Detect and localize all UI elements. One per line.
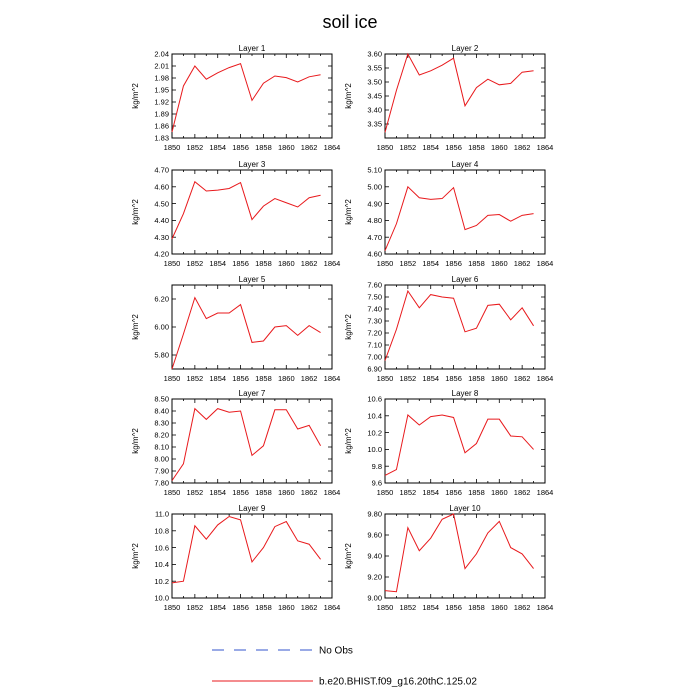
x-tick-label: 1856	[445, 143, 462, 152]
y-axis-label: kg/m^2	[344, 83, 353, 109]
x-tick-label: 1864	[323, 488, 341, 497]
x-tick-label: 1852	[186, 488, 204, 497]
x-tick-label: 1852	[399, 259, 417, 268]
y-tick-label: 8.20	[154, 430, 169, 440]
legend-label: No Obs	[319, 645, 353, 657]
plot-frame	[385, 285, 545, 369]
y-tick-label: 4.40	[154, 216, 169, 226]
y-tick-label: 9.8	[371, 461, 382, 471]
y-tick-label: 5.10	[367, 165, 382, 175]
x-tick-label: 1860	[490, 603, 508, 612]
x-tick-label: 1858	[255, 488, 272, 497]
panel-layer-7	[131, 389, 340, 497]
y-tick-label: 7.10	[367, 340, 382, 350]
y-tick-label: 10.0	[154, 593, 169, 603]
x-tick-label: 1860	[490, 488, 508, 497]
plot-frame	[385, 54, 545, 138]
y-tick-label: 10.2	[154, 576, 169, 586]
x-tick-label: 1854	[422, 603, 440, 612]
x-tick-label: 1862	[300, 488, 318, 497]
plot-frame	[385, 399, 545, 483]
y-tick-label: 4.70	[154, 165, 169, 175]
legend-label: b.e20.BHIST.f09_g16.20thC.125.02	[319, 676, 477, 688]
panel-title: Layer 2	[451, 44, 479, 53]
x-tick-label: 1860	[277, 259, 295, 268]
series-line	[385, 54, 534, 132]
y-tick-label: 7.30	[367, 316, 382, 326]
y-tick-label: 4.60	[367, 249, 382, 259]
x-tick-label: 1854	[209, 259, 227, 268]
y-tick-label: 10.0	[367, 445, 382, 455]
x-tick-label: 1850	[163, 259, 181, 268]
x-tick-label: 1858	[468, 488, 485, 497]
x-tick-label: 1856	[445, 259, 462, 268]
y-tick-label: 1.98	[154, 73, 169, 83]
y-tick-label: 10.2	[367, 428, 382, 438]
panel-title: Layer 3	[238, 160, 266, 169]
panel-layer-5	[131, 275, 340, 383]
y-tick-label: 4.30	[154, 232, 169, 242]
panel-layer-9	[131, 504, 340, 612]
y-tick-label: 4.50	[154, 199, 169, 209]
series-line	[385, 291, 534, 361]
x-tick-label: 1856	[232, 374, 249, 383]
x-tick-label: 1852	[186, 603, 204, 612]
panel-title: Layer 7	[238, 389, 266, 398]
y-tick-label: 10.4	[367, 411, 382, 421]
x-tick-label: 1852	[399, 603, 417, 612]
x-tick-label: 1862	[300, 143, 318, 152]
y-tick-label: 3.35	[367, 119, 382, 129]
x-tick-label: 1864	[536, 374, 554, 383]
x-tick-label: 1852	[399, 374, 417, 383]
plot-frame	[385, 170, 545, 254]
y-tick-label: 3.60	[367, 49, 382, 59]
x-tick-label: 1858	[255, 143, 272, 152]
x-tick-label: 1864	[323, 259, 341, 268]
x-tick-label: 1862	[513, 259, 531, 268]
y-tick-label: 1.86	[154, 121, 169, 131]
y-tick-label: 4.70	[367, 232, 382, 242]
x-tick-label: 1852	[399, 143, 417, 152]
x-tick-label: 1852	[186, 374, 204, 383]
x-tick-label: 1850	[376, 143, 394, 152]
legend	[212, 646, 477, 688]
x-tick-label: 1852	[399, 488, 417, 497]
x-tick-label: 1862	[513, 374, 531, 383]
x-tick-label: 1858	[255, 259, 272, 268]
y-axis-label: kg/m^2	[131, 314, 140, 340]
y-tick-label: 3.50	[367, 77, 382, 87]
x-tick-label: 1860	[490, 143, 508, 152]
y-tick-label: 2.01	[154, 61, 169, 71]
x-tick-label: 1864	[323, 374, 341, 383]
x-tick-label: 1854	[209, 143, 227, 152]
y-axis-label: kg/m^2	[344, 314, 353, 340]
y-tick-label: 8.50	[154, 394, 169, 404]
panel-layer-8	[344, 389, 553, 497]
y-tick-label: 4.60	[154, 182, 169, 192]
y-axis-label: kg/m^2	[131, 83, 140, 109]
y-axis-label: kg/m^2	[344, 543, 353, 569]
series-line	[172, 298, 321, 369]
x-tick-label: 1854	[422, 374, 440, 383]
y-tick-label: 10.8	[154, 526, 169, 536]
series-line	[172, 64, 321, 132]
panel-title: Layer 9	[238, 504, 266, 513]
panel-layer-4	[344, 160, 553, 268]
y-tick-label: 9.80	[367, 509, 382, 519]
y-tick-label: 9.00	[367, 593, 382, 603]
panel-title: Layer 1	[238, 44, 266, 53]
x-tick-label: 1854	[422, 488, 440, 497]
x-tick-label: 1854	[422, 259, 440, 268]
x-tick-label: 1850	[376, 603, 394, 612]
x-tick-label: 1860	[277, 603, 295, 612]
y-tick-label: 10.6	[154, 543, 169, 553]
y-tick-label: 8.30	[154, 418, 169, 428]
y-axis-label: kg/m^2	[344, 199, 353, 225]
y-tick-label: 8.40	[154, 406, 169, 416]
x-tick-label: 1852	[186, 259, 204, 268]
x-tick-label: 1854	[209, 374, 227, 383]
y-tick-label: 1.92	[154, 97, 169, 107]
y-tick-label: 4.20	[154, 249, 169, 259]
y-tick-label: 7.50	[367, 292, 382, 302]
panel-layer-10	[344, 504, 553, 612]
x-tick-label: 1860	[277, 374, 295, 383]
x-tick-label: 1854	[209, 603, 227, 612]
x-tick-label: 1864	[323, 143, 341, 152]
y-tick-label: 9.20	[367, 572, 382, 582]
panel-title: Layer 4	[451, 160, 479, 169]
x-tick-label: 1862	[300, 259, 318, 268]
y-tick-label: 9.60	[367, 530, 382, 540]
x-tick-label: 1862	[300, 374, 318, 383]
panel-title: Layer 10	[449, 504, 481, 513]
x-tick-label: 1864	[536, 488, 554, 497]
y-tick-label: 1.95	[154, 85, 169, 95]
panel-layer-6	[344, 275, 553, 383]
y-tick-label: 1.83	[154, 133, 169, 143]
y-tick-label: 6.00	[154, 322, 169, 332]
x-tick-label: 1850	[376, 374, 394, 383]
y-tick-label: 3.45	[367, 91, 382, 101]
x-tick-label: 1860	[277, 143, 295, 152]
y-axis-label: kg/m^2	[131, 543, 140, 569]
legend-entry	[212, 646, 353, 657]
x-tick-label: 1858	[468, 374, 485, 383]
legend-entry	[212, 677, 477, 688]
y-tick-label: 3.55	[367, 63, 382, 73]
y-tick-label: 11.0	[154, 509, 169, 519]
y-tick-label: 10.4	[154, 560, 169, 570]
x-tick-label: 1856	[232, 488, 249, 497]
y-tick-label: 5.00	[367, 182, 382, 192]
y-tick-label: 4.80	[367, 216, 382, 226]
y-tick-label: 6.20	[154, 294, 169, 304]
series-line	[172, 517, 321, 583]
panel-layer-3	[131, 160, 340, 268]
x-tick-label: 1858	[468, 143, 485, 152]
series-line	[385, 514, 534, 592]
y-tick-label: 6.90	[367, 364, 382, 374]
x-tick-label: 1864	[323, 603, 341, 612]
y-axis-label: kg/m^2	[131, 199, 140, 225]
y-axis-label: kg/m^2	[344, 428, 353, 454]
x-tick-label: 1864	[536, 603, 554, 612]
x-tick-label: 1860	[490, 374, 508, 383]
x-tick-label: 1856	[445, 603, 462, 612]
x-tick-label: 1862	[513, 603, 531, 612]
x-tick-label: 1856	[232, 603, 249, 612]
x-tick-label: 1860	[277, 488, 295, 497]
x-tick-label: 1858	[468, 259, 485, 268]
x-tick-label: 1850	[163, 488, 181, 497]
y-tick-label: 2.04	[154, 49, 169, 59]
y-tick-label: 4.90	[367, 199, 382, 209]
x-tick-label: 1858	[255, 603, 272, 612]
y-tick-label: 7.80	[154, 478, 169, 488]
x-tick-label: 1856	[445, 488, 462, 497]
x-tick-label: 1856	[232, 259, 249, 268]
y-tick-label: 9.6	[371, 478, 382, 488]
y-tick-label: 7.20	[367, 328, 382, 338]
panel-layer-1	[131, 44, 340, 152]
y-tick-label: 8.10	[154, 442, 169, 452]
x-tick-label: 1854	[209, 488, 227, 497]
x-tick-label: 1856	[445, 374, 462, 383]
x-tick-label: 1852	[186, 143, 204, 152]
series-line	[385, 415, 534, 475]
figure-title: soil ice	[322, 12, 378, 32]
panel-title: Layer 8	[451, 389, 479, 398]
panel-title: Layer 5	[238, 275, 266, 284]
y-tick-label: 7.60	[367, 280, 382, 290]
plot-frame	[172, 399, 332, 483]
x-tick-label: 1850	[163, 374, 181, 383]
x-tick-label: 1862	[513, 488, 531, 497]
x-tick-label: 1864	[536, 143, 554, 152]
x-tick-label: 1850	[376, 488, 394, 497]
y-tick-label: 3.40	[367, 105, 382, 115]
x-tick-label: 1850	[163, 143, 181, 152]
y-tick-label: 8.00	[154, 454, 169, 464]
x-tick-label: 1858	[255, 374, 272, 383]
y-tick-label: 7.40	[367, 304, 382, 314]
series-line	[172, 182, 321, 239]
y-axis-label: kg/m^2	[131, 428, 140, 454]
x-tick-label: 1854	[422, 143, 440, 152]
x-tick-label: 1850	[163, 603, 181, 612]
y-tick-label: 7.00	[367, 352, 382, 362]
x-tick-label: 1864	[536, 259, 554, 268]
y-tick-label: 5.80	[154, 350, 169, 360]
x-tick-label: 1850	[376, 259, 394, 268]
panel-layer-2	[344, 44, 553, 152]
series-line	[385, 187, 534, 251]
y-tick-label: 10.6	[367, 394, 382, 404]
x-tick-label: 1856	[232, 143, 249, 152]
y-tick-label: 1.89	[154, 109, 169, 119]
panels-grid	[131, 44, 553, 612]
series-line	[172, 409, 321, 481]
y-tick-label: 9.40	[367, 551, 382, 561]
x-tick-label: 1862	[513, 143, 531, 152]
y-tick-label: 7.90	[154, 466, 169, 476]
panel-title: Layer 6	[451, 275, 479, 284]
x-tick-label: 1858	[468, 603, 485, 612]
x-tick-label: 1862	[300, 603, 318, 612]
plot-frame	[385, 514, 545, 598]
x-tick-label: 1860	[490, 259, 508, 268]
